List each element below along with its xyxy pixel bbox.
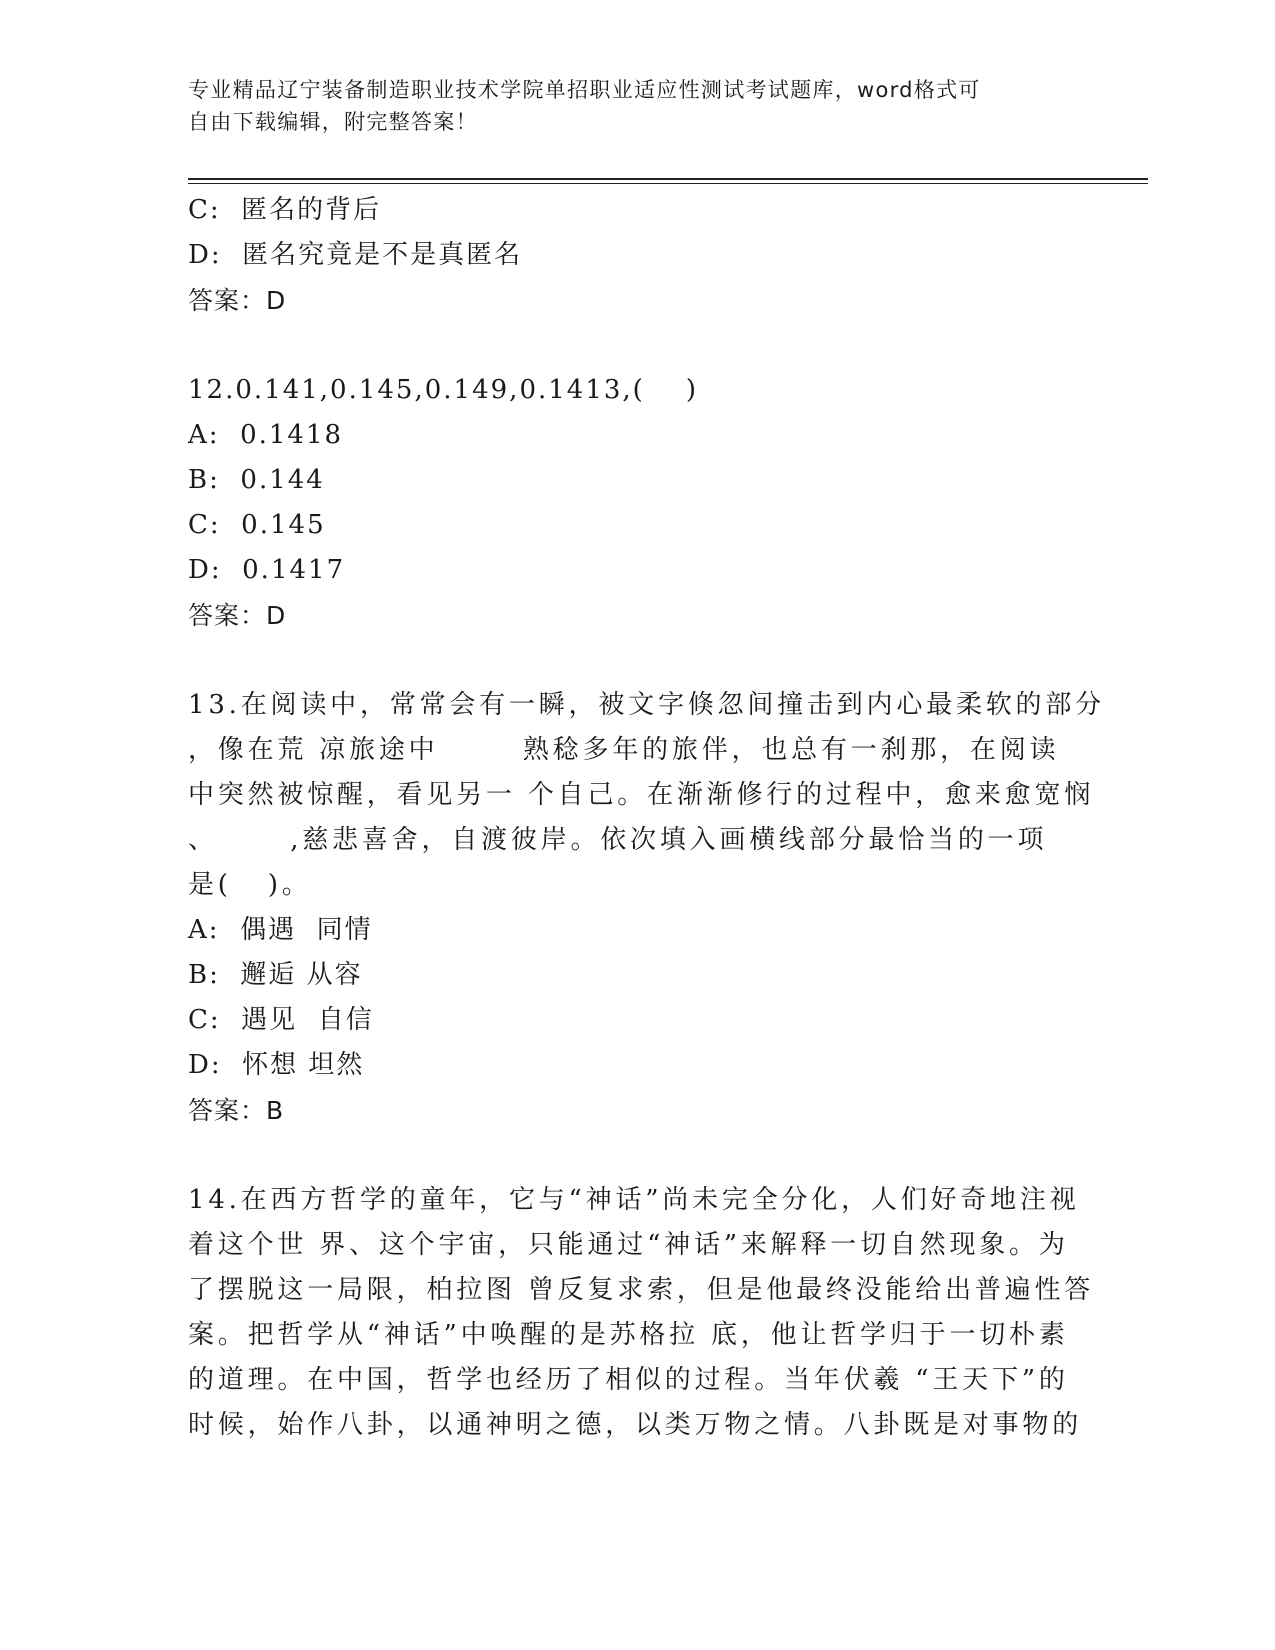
spacer	[188, 638, 1088, 683]
question-stem-line: 案。把哲学从“神话”中唤醒的是苏格拉 底，他让哲学归于一切朴素	[188, 1320, 1069, 1350]
question-stem-line: 了摆脱这一局限，柏拉图 曾反复求索，但是他最终没能给出普遍性答	[188, 1275, 1095, 1305]
page-header	[188, 74, 1088, 138]
header-rule-thick	[188, 178, 1148, 180]
option-a: A: 偶遇 同情	[188, 915, 373, 945]
option-c: C: 匿名的背后	[188, 195, 382, 225]
question-stem-line: 着这个世 界、这个宇宙，只能通过“神话”来解释一切自然现象。为	[188, 1230, 1069, 1260]
question-stem-line: 中突然被惊醒，看见另一 个自己。在渐渐修行的过程中，愈来愈宽悯	[188, 780, 1095, 810]
question-stem-line: ，像在荒 凉旅途中 熟稔多年的旅伴，也总有一刹那，在阅读	[188, 735, 1060, 765]
option-c: C: 遇见 自信	[188, 1005, 374, 1035]
option-a: A: 0.1418	[188, 420, 344, 450]
question-13	[188, 683, 1105, 1133]
header-line-1: 专业精品辽宁装备制造职业技术学院单招职业适应性测试考试题库，word格式可	[188, 78, 981, 102]
option-b: B: 邂逅 从容	[188, 960, 363, 990]
question-stem: 12.0.141,0.145,0.149,0.1413,( )	[188, 375, 699, 405]
question-12	[188, 368, 1088, 638]
answer-line: 答案：B	[188, 1096, 285, 1125]
question-stem-line: 是( )。	[188, 870, 312, 900]
option-b: B: 0.144	[188, 465, 325, 495]
option-d: D: 0.1417	[188, 555, 346, 585]
question-stem-line: 时候，始作八卦，以通神明之德，以类万物之情。八卦既是对事物的	[188, 1410, 1083, 1440]
option-d: D: 怀想 坦然	[188, 1050, 365, 1080]
spacer	[188, 323, 1088, 368]
previous-question-tail	[188, 188, 1088, 323]
question-stem-line: 的道理。在中国，哲学也经历了相似的过程。当年伏羲 “王天下”的	[188, 1365, 1069, 1395]
question-stem-line: 14.在西方哲学的童年，它与“神话”尚未完全分化，人们好奇地注视	[188, 1185, 1080, 1215]
header-line-2: 自由下载编辑，附完整答案！	[188, 110, 478, 134]
question-stem-line: 、 ,慈悲喜舍，自渡彼岸。依次填入画横线部分最恰当的一项	[188, 825, 1048, 855]
answer-line: 答案：D	[188, 601, 287, 630]
option-c: C: 0.145	[188, 510, 326, 540]
option-d: D: 匿名究竟是不是真匿名	[188, 240, 523, 270]
question-14	[188, 1178, 1095, 1448]
spacer	[188, 1133, 1088, 1178]
document-body	[188, 188, 1105, 1448]
header-rule-thin	[188, 183, 1148, 184]
answer-line: 答案：D	[188, 286, 287, 315]
question-stem-line: 13.在阅读中，常常会有一瞬，被文字倏忽间撞击到内心最柔软的部分	[188, 690, 1105, 720]
